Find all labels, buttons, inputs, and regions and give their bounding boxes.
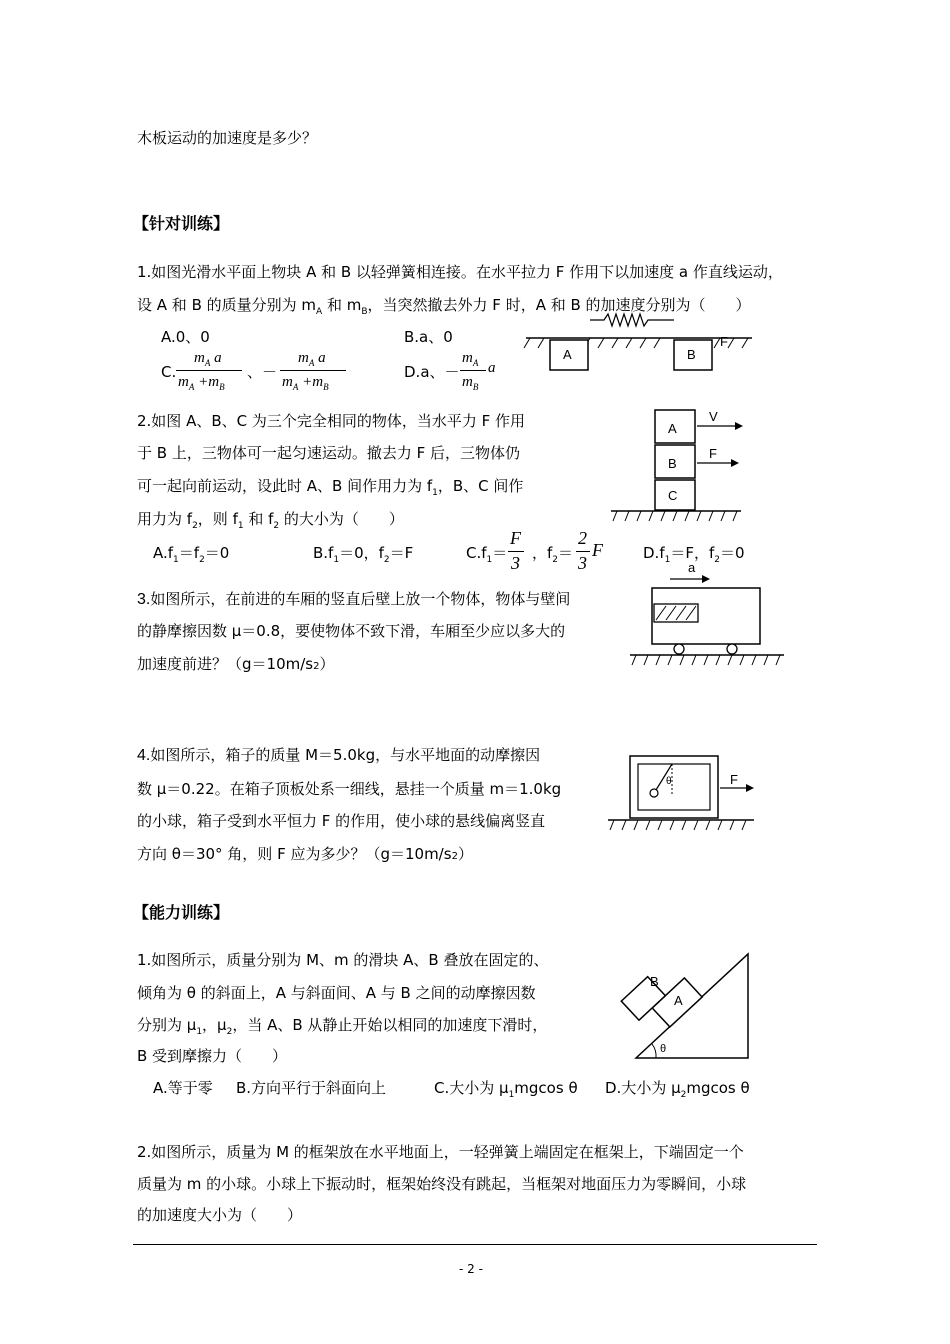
- footer-divider: [133, 1244, 817, 1245]
- top-line: 木板运动的加速度是多少？: [137, 129, 318, 147]
- p1-line4: B 受到摩擦力（ ）: [137, 1047, 288, 1065]
- q4-line2: 数 μ＝0.22。在箱子顶板处系一细线，悬挂一个质量 m＝1.0kg: [137, 780, 562, 798]
- q2-velocity-label: V: [709, 409, 718, 424]
- q4-box-inner: [638, 764, 710, 810]
- q2-block-b-label: B: [668, 456, 677, 471]
- p1-figure-incline: [628, 950, 752, 1062]
- q1-block-b-label: B: [687, 347, 696, 362]
- q2-line4: 用力为 $f_2$，则 $f_1$ 和 $f_2$ 的大小为（ ）: [137, 510, 404, 531]
- q1-option-b: B.a、0: [404, 328, 453, 346]
- p1-line1: 1.如图所示，质量分别为 M、m 的滑块 A、B 叠放在固定的、: [137, 951, 549, 969]
- section-title-targeted-training: 【针对训练】: [133, 214, 230, 233]
- section-title-ability-training: 【能力训练】: [133, 903, 230, 922]
- q1-figure-spring-blocks: [520, 310, 760, 380]
- q2-block-c-label: C: [668, 488, 678, 503]
- q4-figure-box-pendulum: [604, 752, 760, 832]
- q2-line3: 可一起向前运动，设此时 A、B 间作用力为 $f_1$，B、C 间作: [137, 477, 524, 498]
- q1-option-c-separator: 、－: [247, 363, 278, 381]
- q1-option-d-fraction: $m_A$ a $m_B$: [462, 350, 496, 392]
- p1-line3: 分别为 $\mu_1$，$\mu_2$，当 A、B 从静止开始以相同的加速度下滑时，: [137, 1016, 548, 1037]
- q4-ball: [650, 789, 658, 797]
- q1-option-c-fraction-2: $m_A$ a $m_A +m_B$: [280, 348, 346, 400]
- q3-figure-railcar: [626, 560, 788, 670]
- q1-force-label: F: [720, 334, 728, 349]
- p1-line2: 倾角为 θ 的斜面上，A 与斜面间、A 与 B 之间的动摩擦因数: [137, 984, 536, 1002]
- q3-wheel-right: [727, 644, 737, 654]
- q2-block-a-label: A: [668, 421, 677, 436]
- q4-line4: 方向 θ＝30° 角，则 F 应为多少？（g＝10m/s2）: [137, 845, 473, 863]
- q1-option-c-fraction-1: $m_A$ a $m_A +m_B$: [176, 348, 242, 400]
- q3-line3: 加速度前进？（g＝10m/s2）: [137, 655, 335, 673]
- p1-option-b: B.方向平行于斜面向上: [236, 1079, 387, 1097]
- p2-line3: 的加速度大小为（ ）: [137, 1206, 303, 1224]
- q1-line1: 1.如图光滑水平面上物块 A 和 B 以轻弹簧相连接。在水平拉力 F 作用下以加速度 a 作直线运动，: [137, 263, 783, 281]
- p1-block-a-label: A: [674, 993, 683, 1008]
- q2-option-c-second: ，$f_2=$: [532, 544, 574, 565]
- p1-option-c: C.大小为 $\mu_1mgcos$ θ: [434, 1079, 578, 1100]
- q3-acceleration-label: a: [688, 560, 696, 575]
- q2-line2: 于 B 上，三物体可一起匀速运动。撤去力 F 后，三物体仍: [137, 444, 520, 462]
- p1-theta-label: θ: [660, 1043, 667, 1055]
- q2-line1: 2.如图 A、B、C 为三个完全相同的物体，当水平力 F 作用: [137, 412, 526, 430]
- q1-block-a-label: A: [563, 347, 572, 362]
- q1-spring: [590, 314, 674, 326]
- q2-option-c: $C.f_1=$: [466, 544, 508, 565]
- q2-option-c-fraction-2: 2 3 F: [578, 528, 603, 573]
- q2-option-b: $B.f_1=0$，$f_2=F$: [313, 544, 414, 565]
- q3-line1: 3.如图所示，在前进的车厢的竖直后壁上放一个物体，物体与壁间: [137, 590, 571, 608]
- q4-line1: 4.如图所示，箱子的质量 M＝5.0kg，与水平地面的动摩擦因: [137, 746, 541, 764]
- p2-line2: 质量为 m 的小球。小球上下振动时，框架始终没有跳起，当框架对地面压力为零瞬间，小球: [137, 1175, 747, 1193]
- q1-option-c-label: C.: [161, 363, 177, 381]
- p1-option-d: D.大小为 $\mu_2mgcos$ θ: [605, 1079, 750, 1100]
- p2-line1: 2.如图所示，质量为 M 的框架放在水平地面上，一轻弹簧上端固定在框架上，下端固定一个: [137, 1143, 744, 1161]
- q1-option-a: A.0、0: [161, 328, 210, 346]
- p1-option-a: A.等于零: [153, 1079, 213, 1097]
- q2-force-label: F: [709, 446, 717, 461]
- q2-option-a: $A.f_1=f_2=0$: [153, 544, 230, 565]
- q2-option-d: $D.f_1=F$，$f_2=0$: [643, 544, 745, 565]
- q3-wheel-left: [674, 644, 684, 654]
- q1-line2: 设 A 和 B 的质量分别为 $m_A$ 和 $m_B$，当突然撤去外力 F 时，A 和 B 的加速度分别为（ ）: [137, 296, 751, 317]
- q1-option-d-label: D.a、－: [404, 363, 460, 381]
- q2-figure-stacked-blocks: [605, 405, 745, 527]
- q4-theta-label: θ: [666, 776, 672, 787]
- page-number: - 2 -: [459, 1262, 483, 1276]
- q3-line2: 的静摩擦因数 μ＝0.8，要使物体不致下滑，车厢至少应以多大的: [137, 622, 566, 640]
- p1-block-b-label: B: [650, 974, 659, 989]
- q2-option-c-fraction-1: F 3: [508, 528, 526, 576]
- q4-line3: 的小球，箱子受到水平恒力 F 的作用，使小球的悬线偏离竖直: [137, 812, 546, 830]
- q4-force-label: F: [730, 772, 738, 787]
